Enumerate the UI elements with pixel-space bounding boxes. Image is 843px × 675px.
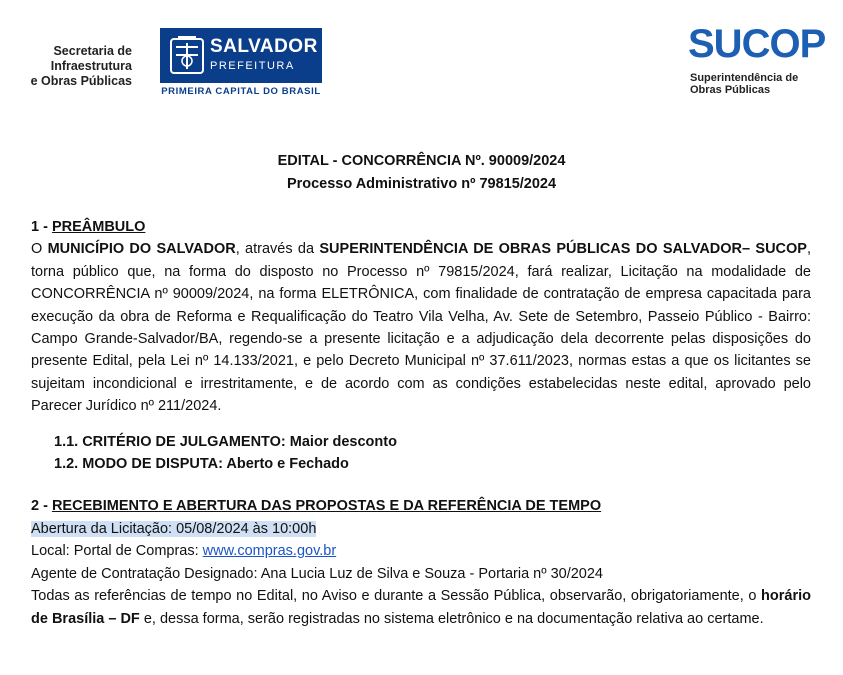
sucop-full-name: SUPERINTENDÊNCIA DE OBRAS PÚBLICAS DO SALVADOR– SUCOP (319, 241, 807, 258)
processo-title: Processo Administrativo nº 79815/2024 (286, 176, 557, 192)
document-title (0, 150, 843, 196)
referencia-tempo-paragraph (31, 585, 811, 630)
referencia-text-end: e, dessa forma, serão registradas no sistema eletrônico e na documentação relativa ao certame. (139, 610, 764, 627)
spacer (31, 475, 811, 495)
secretaria-line-1: Secretaria de (53, 44, 132, 58)
sucop-logo (688, 22, 828, 102)
section-2-number: 2 - (31, 498, 52, 515)
preambulo-text-mid: , através da (235, 241, 320, 258)
sucop-subtitle (690, 72, 798, 96)
letterhead (0, 0, 843, 110)
secretaria-label (31, 44, 132, 89)
salvador-tagline: PRIMEIRA CAPITAL DO BRASIL (161, 86, 321, 97)
secretaria-line-3: e Obras Públicas (30, 74, 132, 88)
document-body (31, 216, 811, 630)
salvador-crest-icon (168, 33, 206, 77)
salvador-prefeitura-logo (160, 28, 322, 98)
abertura-line (31, 518, 811, 540)
salvador-logo-box (160, 28, 322, 83)
section-1-title: PREÂMBULO (51, 219, 146, 235)
abertura-licitacao[interactable]: Abertura da Licitação: 05/08/2024 às 10:00h (31, 520, 317, 537)
section-1-heading (31, 216, 811, 238)
municipio-name: MUNICÍPIO DO SALVADOR (47, 241, 236, 258)
spacer (31, 418, 811, 431)
local-label: Local: Portal de Compras: (31, 543, 203, 560)
local-line (31, 540, 811, 562)
sucop-subtitle-line-2: Obras Públicas (690, 84, 771, 96)
edital-title: EDITAL - CONCORRÊNCIA Nº. 90009/2024 (277, 153, 566, 169)
section-2-heading (31, 495, 811, 517)
horario-brasilia: horário de Brasília – DF (31, 588, 811, 627)
compras-gov-link[interactable]: www.compras.gov.br (202, 543, 337, 560)
sucop-subtitle-line-1: Superintendência de (690, 72, 799, 84)
criterio-julgamento: 1.1. CRITÉRIO DE JULGAMENTO: Maior desconto (54, 433, 397, 450)
agente-contratacao: Agente de Contratação Designado: Ana Lucia Luz de Silva e Souza - Portaria nº 30/2024 (31, 565, 603, 582)
sucop-word: SUCOP (688, 22, 826, 66)
section-2-title: RECEBIMENTO E ABERTURA DAS PROPOSTAS E DA REFERÊNCIA DE TEMPO (51, 498, 602, 515)
modo-disputa: 1.2. MODO DE DISPUTA: Aberto e Fechado (54, 456, 349, 473)
preambulo-paragraph (31, 238, 811, 417)
prefeitura-word: PREFEITURA (210, 60, 295, 72)
preambulo-text-start: O (31, 241, 48, 258)
salvador-word: SALVADOR (210, 36, 318, 57)
section-1-number: 1 - (31, 219, 52, 235)
preambulo-text-rest: , torna público que, na forma do disposto no Processo nº 79815/2024, fará realizar, Licitação na modalidade de CONCORRÊNCIA nº 90009/2024, na forma ELETRÔNICA, com finalidade de contratação de empresa capacitada para execução da obra de Reforma e Requalificação do Teatro Vila Velha, Av. Sete de Setembro, Passeio Público - Bairro: Campo Grande-Salvador/BA, regendo-se a presente licitação e a adjudicação dela decorrente pelas disposições do presente Edital, pela Lei nº 14.133/2021, e pelo Decreto Municipal nº 37.611/2023, normas estas a que os licitantes se sujeitam incondicional e irrestritamente, e de acordo com as condições estabelecidas neste edital, aprovado pelo Parecer Jurídico nº 211/2024. (31, 241, 811, 415)
secretaria-line-2: Infraestrutura (50, 59, 132, 73)
referencia-text-start: Todas as referências de tempo no Edital, no Aviso e durante a Sessão Pública, observarão, obrigatoriamente, o (31, 588, 762, 605)
